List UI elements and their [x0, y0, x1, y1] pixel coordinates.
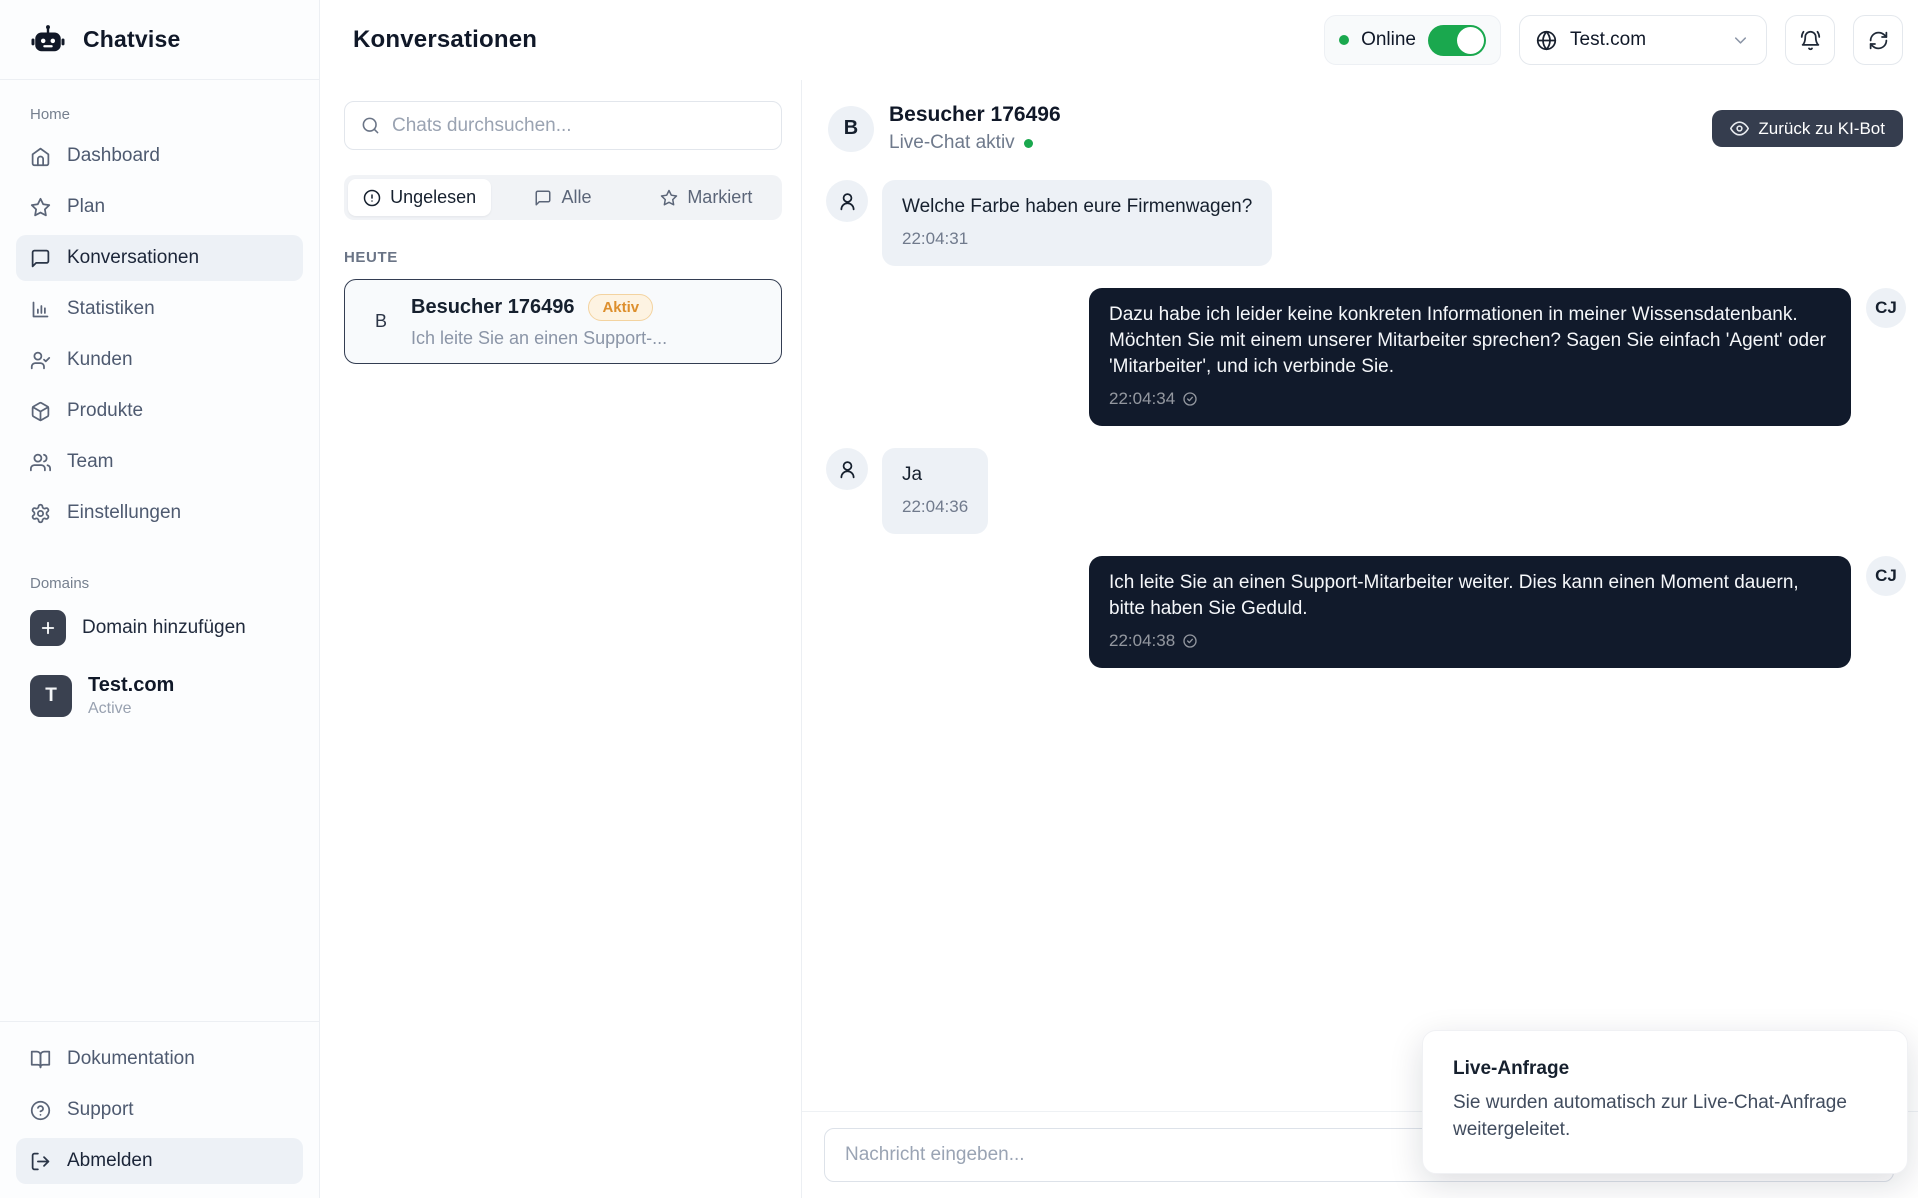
sidebar-item-label: Abmelden — [67, 1150, 153, 1171]
star-icon — [30, 197, 51, 218]
online-toggle[interactable] — [1428, 25, 1486, 56]
search-input[interactable] — [392, 115, 765, 137]
page-title: Konversationen — [353, 26, 538, 53]
user-check-icon — [30, 350, 51, 371]
brand-row — [0, 0, 319, 80]
check-circle-icon — [1182, 633, 1198, 649]
agent-avatar: CJ — [1866, 288, 1906, 328]
sidebar-item-team[interactable] — [16, 439, 303, 485]
tab-label: Ungelesen — [390, 187, 477, 207]
notifications-button[interactable] — [1785, 15, 1835, 65]
book-open-icon — [30, 1049, 51, 1070]
chat-search — [344, 101, 782, 150]
toggle-knob — [1457, 27, 1484, 54]
package-icon — [30, 401, 51, 422]
conversation-preview: Ich leite Sie an einen Support-... — [411, 328, 668, 348]
message-row-visitor — [826, 180, 1906, 266]
gear-icon — [30, 503, 51, 524]
message-text: Ja — [902, 464, 923, 485]
alert-circle-icon — [363, 189, 381, 207]
tab-ungelesen[interactable] — [348, 179, 491, 216]
users-icon — [30, 452, 51, 473]
sidebar-item-abmelden[interactable] — [16, 1138, 303, 1184]
logout-icon — [30, 1151, 51, 1172]
domain-selector[interactable] — [1519, 15, 1767, 65]
sidebar-item-label: Team — [67, 451, 114, 472]
domain-avatar: T — [30, 675, 72, 717]
chat-header — [802, 80, 1918, 170]
sidebar-item-label: Statistiken — [67, 298, 155, 319]
tab-label: Markiert — [687, 187, 753, 207]
conversation-name: Besucher 176496 — [411, 296, 575, 318]
sidebar — [0, 0, 320, 1198]
tab-label: Alle — [561, 187, 592, 207]
agent-avatar: CJ — [1866, 556, 1906, 596]
back-to-bot-button[interactable] — [1712, 110, 1903, 147]
sidebar-item-label: Dokumentation — [67, 1048, 195, 1069]
sidebar-item-einstellungen[interactable] — [16, 490, 303, 536]
message-time: 22:04:36 — [902, 497, 969, 516]
add-domain-button[interactable] — [16, 602, 303, 654]
sidebar-item-label: Kunden — [67, 349, 133, 370]
sidebar-item-dashboard[interactable] — [16, 133, 303, 179]
sidebar-item-dokumentation[interactable] — [16, 1036, 303, 1082]
tab-markiert[interactable] — [635, 179, 778, 216]
domain-selector-value: Test.com — [1570, 29, 1647, 50]
user-icon — [837, 459, 858, 480]
bar-chart-icon — [30, 299, 51, 320]
message-text: Welche Farbe haben eure Firmenwagen? — [902, 196, 1253, 217]
status-badge: Aktiv — [588, 294, 653, 321]
plus-icon — [30, 610, 66, 646]
topbar-controls — [1324, 15, 1903, 65]
toast-title: Live-Anfrage — [1453, 1058, 1570, 1079]
toast-notification[interactable] — [1422, 1030, 1908, 1174]
message-time: 22:04:38 — [1109, 631, 1176, 650]
chat-bubble-icon — [30, 248, 51, 269]
brand-name: Chatvise — [83, 26, 181, 52]
message-bubble — [1089, 288, 1851, 426]
user-icon — [837, 191, 858, 212]
sidebar-item-label: Dashboard — [67, 145, 160, 166]
back-to-bot-label: Zurück zu KI-Bot — [1758, 118, 1885, 138]
conversation-avatar: B — [374, 311, 387, 331]
message-text: Dazu habe ich leider keine konkreten Informationen in meiner Wissensdatenbank. Möchten Sie mit einem unserer Mitarbeiter sprechen? Sagen Sie einfach 'Agent' oder 'Mitarbeiter', und ich verbinde Sie. — [1109, 304, 1826, 377]
sidebar-item-label: Produkte — [67, 400, 144, 421]
sidebar-item-statistiken[interactable] — [16, 286, 303, 332]
sidebar-item-konversationen[interactable] — [16, 235, 303, 281]
sidebar-footer — [0, 1021, 319, 1198]
sidebar-item-label: Einstellungen — [67, 502, 182, 523]
star-icon — [660, 189, 678, 207]
sidebar-item-label: Support — [67, 1099, 134, 1120]
eye-icon — [1730, 119, 1749, 138]
message-bubble — [882, 180, 1272, 266]
section-label-home: Home — [30, 106, 71, 123]
chevron-down-icon — [1731, 31, 1750, 50]
help-circle-icon — [30, 1100, 51, 1121]
online-status-group — [1324, 15, 1501, 65]
sidebar-item-produkte[interactable] — [16, 388, 303, 434]
live-status-dot — [1024, 139, 1033, 148]
message-bubble — [1089, 556, 1851, 668]
chat-header-status: Live-Chat aktiv — [889, 132, 1015, 153]
home-icon — [30, 146, 51, 167]
message-row-visitor — [826, 448, 1906, 534]
message-time: 22:04:34 — [1109, 389, 1176, 408]
bell-icon — [1800, 30, 1821, 51]
visitor-message-avatar — [826, 448, 868, 490]
visitor-message-avatar — [826, 180, 868, 222]
online-label: Online — [1361, 29, 1416, 50]
domain-status: Active — [88, 700, 132, 717]
message-bubble — [882, 448, 988, 534]
refresh-icon — [1868, 30, 1889, 51]
sidebar-item-kunden[interactable] — [16, 337, 303, 383]
check-circle-icon — [1182, 391, 1198, 407]
tab-alle[interactable] — [491, 179, 634, 216]
add-domain-label: Domain hinzufügen — [82, 617, 246, 638]
message-row-agent — [826, 556, 1906, 668]
main — [320, 0, 1918, 1198]
globe-icon — [1536, 30, 1557, 51]
conversation-group-label: HEUTE — [344, 249, 398, 266]
search-icon — [361, 116, 380, 135]
online-dot — [1339, 35, 1349, 45]
sidebar-item-label: Plan — [67, 196, 106, 217]
chat-header-name: Besucher 176496 — [889, 103, 1061, 126]
sidebar-item-support[interactable] — [16, 1087, 303, 1133]
section-label-domains: Domains — [30, 575, 90, 592]
chat-list-panel — [320, 80, 802, 1198]
sidebar-nav — [0, 80, 319, 1021]
message-text: Ich leite Sie an einen Support-Mitarbeiter weiter. Dies kann einen Moment dauern, bitte haben Sie Geduld. — [1109, 572, 1799, 619]
toast-body: Sie wurden automatisch zur Live-Chat-Anfrage weitergeleitet. — [1453, 1092, 1847, 1140]
messages-list — [802, 170, 1918, 1111]
message-row-agent — [826, 288, 1906, 426]
domain-name: Test.com — [88, 674, 175, 696]
chat-bubble-icon — [534, 189, 552, 207]
sidebar-domain-testcom[interactable] — [16, 654, 303, 738]
chatbot-logo-icon — [30, 22, 66, 58]
message-time: 22:04:31 — [902, 229, 969, 248]
sidebar-item-label: Konversationen — [67, 247, 200, 268]
visitor-avatar: B — [828, 106, 874, 152]
topbar — [320, 0, 1918, 80]
chat-filter-tabs — [344, 175, 782, 220]
sidebar-item-plan[interactable] — [16, 184, 303, 230]
refresh-button[interactable] — [1853, 15, 1903, 65]
conversation-list-item[interactable] — [344, 279, 782, 364]
